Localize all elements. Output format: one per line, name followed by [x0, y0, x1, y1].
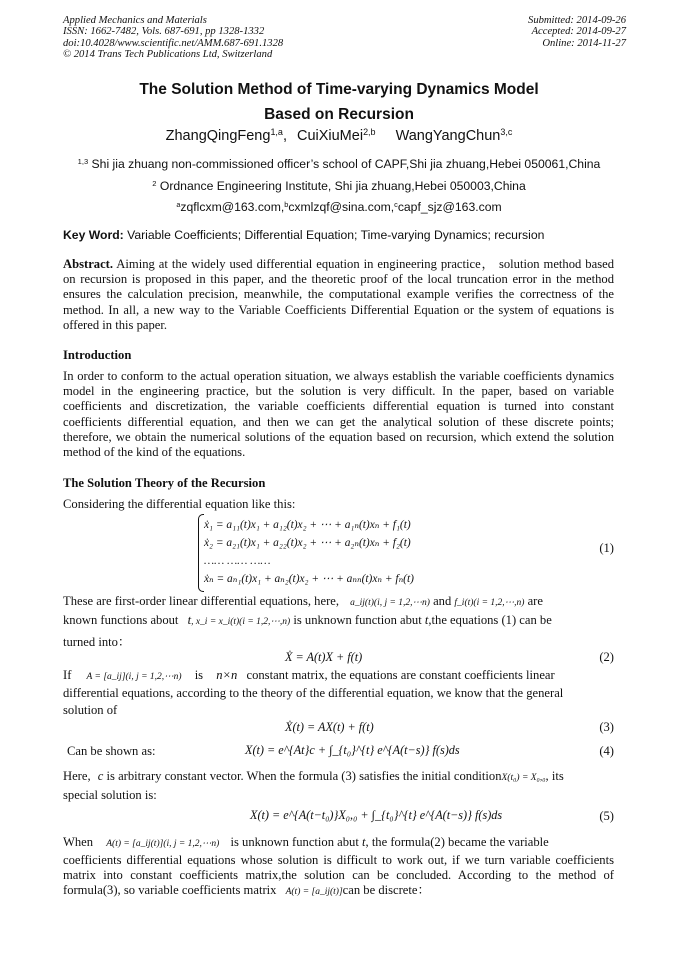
- math-fi: f_i(t)(i = 1,2,⋯,n): [454, 598, 525, 608]
- affiliation-text: Ordnance Engineering Institute, Shi jia zhuang,Hebei 050003,China: [156, 179, 526, 193]
- keywords-text: Variable Coefficients; Differential Equation; Time-varying Dynamics; recursion: [123, 228, 545, 242]
- journal-issn: ISSN: 1662-7482, Vols. 687-691, pp 1328-1332: [63, 26, 265, 38]
- theory-intro: Considering the differential equation like this:: [63, 497, 296, 511]
- math-aij: a_ij(t)(i, j = 1,2,⋯n): [350, 598, 430, 608]
- text-span: are: [527, 594, 543, 608]
- text-span: can be discrete：: [342, 883, 431, 898]
- abstract-text: Aiming at the widely used differential equation in engineering practice， solution method based on recursion is proposed in this paper, and the theoretic proof of the local truncation error in the method ensures the calculation precision, meanwhile, the computational example verifies the correctness of the method. In all, a new way to the Variable Coefficients Differential Equation or the system of equations is offered in this paper.: [63, 257, 614, 332]
- keywords-label: Key Word:: [63, 228, 124, 242]
- equation-system-1: [204, 516, 414, 588]
- text-line: [63, 613, 614, 628]
- author-sup: 2,b: [363, 127, 376, 138]
- email-sup: c: [394, 199, 398, 209]
- affiliation-2: [0, 179, 678, 193]
- text-span: , its: [545, 769, 564, 783]
- author-emails: [0, 200, 678, 214]
- equation-5: X(t) = e^{A(t−t₀)}X₀,₀ + ∫_{t₀}^{t} e^{A(t−s)} f(s)ds: [250, 808, 503, 822]
- journal-name: Applied Mechanics and Materials: [63, 15, 207, 26]
- math-initial-condition: X(t₀) = X₀,₀: [501, 773, 546, 783]
- author-sup: 3,c: [500, 127, 513, 138]
- section-heading-theory: The Solution Theory of the Recursion: [63, 476, 266, 490]
- text-line: [63, 835, 614, 850]
- online-date: Online: 2014-11-27: [542, 37, 626, 49]
- math-A-t-discrete: A(t) = [a_ij(t)]: [285, 887, 343, 898]
- equation-number-5: (5): [599, 809, 614, 823]
- submission-dates: [528, 15, 626, 49]
- equation-row: …… …… ……: [204, 555, 271, 567]
- abstract: [63, 257, 614, 333]
- author-list: ZhangQingFeng$^{1,a}$, CuiXiuMei$^{2,b}$ WangYangChun$^{3,c}$: [165, 127, 513, 144]
- affiliation-1: [0, 157, 678, 171]
- text-span: is unknown function abut: [230, 835, 359, 849]
- affiliation-sup: 2: [152, 178, 157, 188]
- abstract-label: Abstract.: [63, 257, 114, 271]
- math-t: t: [362, 835, 366, 849]
- text-span: If: [63, 668, 72, 682]
- equation-number-3: (3): [599, 720, 614, 734]
- journal-copyright: © 2014 Trans Tech Publications Ltd, Switzerland: [63, 48, 273, 60]
- section-heading-introduction: Introduction: [63, 348, 132, 362]
- text-span: When: [63, 835, 94, 849]
- math-A-t: A(t) = [a_ij(t)](i, j = 1,2,⋯n): [106, 839, 220, 849]
- text-line: differential equations, according to the theory of the differential equation, we know that the general: [63, 686, 564, 700]
- text-span: known functions about: [63, 613, 179, 627]
- introduction-text: In order to conform to the actual operation situation, we always establish the variable coefficients dynamics model in the engineering practice, but the solution is very difficult. In the paper, based on variable coefficients and discretization, the variable coefficients differential equation is turned into constant coefficients differential equation, and then we can get the analytical solution of these discrete points; therefore, we obtain the numerical solutions of the equation based on recursion, which extend the solution method of the kind of the equations.: [63, 369, 614, 460]
- text-span: is: [194, 668, 204, 682]
- email-link[interactable]: capf_sjz@163.com: [397, 200, 502, 214]
- author-name: ZhangQingFeng: [165, 128, 271, 144]
- equation-row: ẋₙ = aₙ₁(t)x₁ + aₙ₂(t)x₂ + ⋯ + aₙₙ(t)xₙ + fₙ(t): [204, 573, 414, 585]
- text-span: is arbitrary constant vector. When the formula (3) satisfies the initial condition: [106, 769, 502, 783]
- affiliation-text: Shi jia zhuang non-commissioned officer’s school of CAPF,Shi jia zhuang,Hebei 050061,China: [88, 157, 601, 171]
- paper-title-line2: Based on Recursion: [264, 106, 414, 123]
- text-span: Here,: [63, 769, 91, 783]
- email-link[interactable]: zqflcxm@163.com,: [180, 200, 285, 214]
- text-line: turned into：: [63, 635, 131, 649]
- math-t: t: [424, 613, 429, 627]
- math-nn: n×n: [216, 668, 238, 682]
- equation-3: Ẋ(t) = AX(t) + f(t): [285, 720, 374, 734]
- text-line: solution of: [63, 703, 118, 717]
- theory-paragraph: [63, 853, 614, 901]
- math-xi: , x_i = x_i(t)(i = 1,2,⋯,n): [191, 617, 291, 627]
- author-name: CuiXiuMei: [296, 128, 364, 144]
- email-link[interactable]: cxmlzqf@sina.com,: [288, 200, 395, 214]
- math-A: A = [a_ij](i, j = 1,2,⋯n): [86, 672, 182, 682]
- text-line: [63, 594, 614, 609]
- email-sup: a: [176, 199, 181, 209]
- keywords: [63, 228, 544, 242]
- equation-4: X(t) = e^{At}c + ∫_{t₀}^{t} e^{A(t−s)} f(s)ds: [245, 743, 460, 757]
- text-span: ,the equations (1) can be: [428, 613, 552, 627]
- equation-number-4: (4): [599, 744, 614, 758]
- author-sup: 1,a: [270, 127, 283, 138]
- text-span: is unknown function abut: [293, 613, 422, 627]
- paper-title-line1: The Solution Method of Time-varying Dynamics Model: [139, 81, 539, 98]
- accepted-date: Accepted: 2014-09-27: [531, 26, 626, 38]
- journal-info: [63, 15, 283, 60]
- text-line: Can be shown as:: [67, 744, 156, 758]
- equation-2: Ẋ = A(t)X + f(t): [285, 650, 363, 664]
- equation-row: ẋ₁ = a₁₁(t)x₁ + a₁₂(t)x₂ + ⋯ + a₁ₙ(t)xₙ + f₁(t): [204, 519, 411, 531]
- text-span: coefficients differential equations whose solution is difficult to work out, if we turn variable coefficients matrix into constant coefficients matrix,the solution can be concluded. According to the method of formula(3), so variable coefficients matrix: [63, 853, 614, 898]
- text-span: and: [433, 594, 452, 608]
- equation-number-2: (2): [599, 650, 614, 664]
- equation-row: ẋ₂ = a₂₁(t)x₁ + a₂₂(t)x₂ + ⋯ + a₂ₙ(t)xₙ + f₂(t): [204, 537, 411, 549]
- math-c: c: [97, 769, 104, 783]
- text-span: constant matrix, the equations are constant coefficients linear: [246, 668, 555, 682]
- text-span: These are first-order linear differential equations, here,: [63, 594, 339, 608]
- math-t: t: [187, 613, 192, 627]
- affiliation-sup: 1,3: [77, 156, 89, 166]
- equation-number-1: (1): [599, 541, 614, 555]
- author-name: WangYangChun: [395, 128, 501, 144]
- text-line: [63, 769, 614, 784]
- text-span: , the formula(2) became the variable: [365, 835, 549, 849]
- text-line: [63, 668, 614, 683]
- email-sup: b: [284, 199, 289, 209]
- text-line: special solution is:: [63, 788, 157, 802]
- journal-doi: doi:10.4028/www.scientific.net/AMM.687-691.1328: [63, 37, 284, 49]
- submitted-date: Submitted: 2014-09-26: [528, 15, 626, 26]
